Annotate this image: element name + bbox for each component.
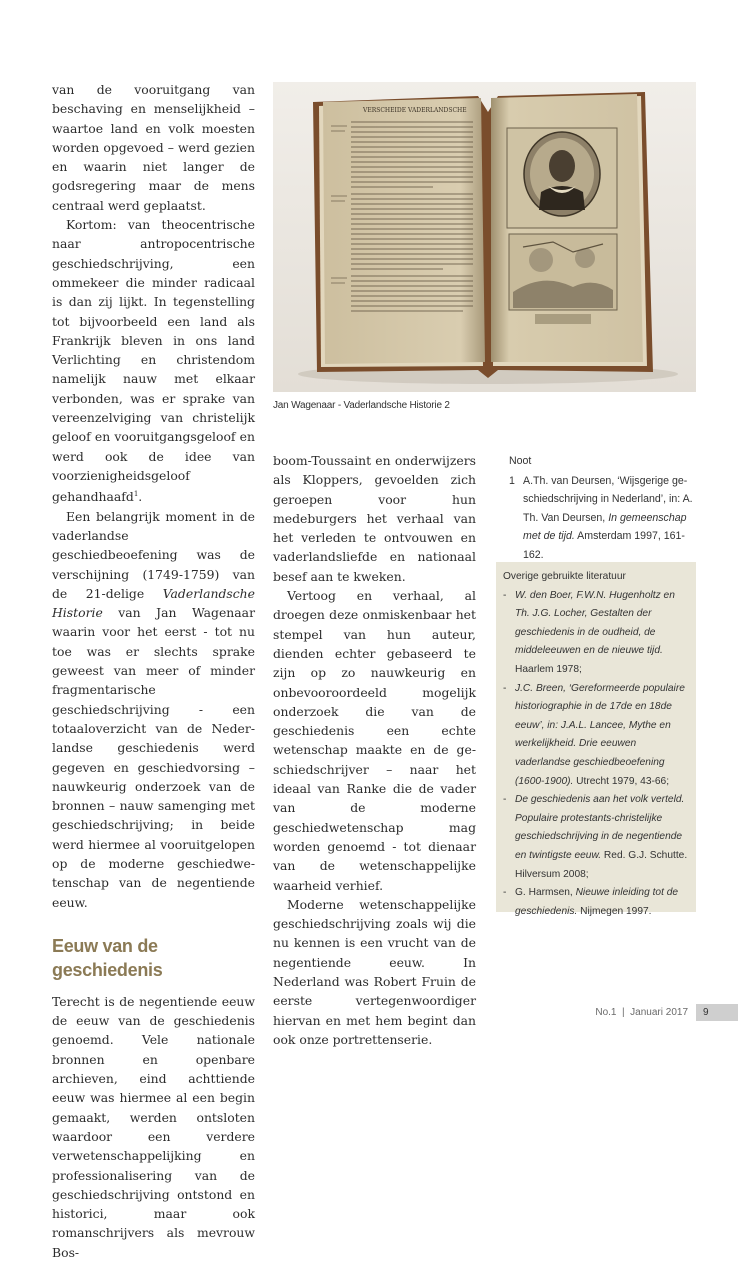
literature-box bbox=[496, 562, 696, 917]
book-title: Vaderlandsche Historie bbox=[52, 585, 255, 621]
literature-publication: Haarlem 1978; bbox=[515, 663, 582, 675]
paragraph-text: Kortom: van theocentrische naar antropocentrische geschiedschrijving, een ommekeer die minder radicaal is dan zij lijkt. In tegenstelling tot bijvoorbeeld een land als Frankrijk bleven in ons land Verlichting en christendom namelijk nauw met elkaar verbonden, was er sprake van vereenzelviging van christelijk geloof en vooruitgangsgeloof en werd ook de idee van voorzienigheidsgeloof gehandhaafd bbox=[52, 217, 255, 505]
book-photo bbox=[273, 82, 696, 392]
literature-text bbox=[515, 791, 688, 884]
paragraph: Moderne wetenschappelijke geschiedschrijving zoals wij die nu kennen is een vrucht van de negentiende eeuw. In Nederland was Robert Fruin de eerste vertegenwoordiger hiervan en met hem begint dan ook onze portrettenserie. bbox=[273, 896, 476, 1047]
paragraph: boom-Toussaint en onderwijzers als Kloppers, gevoelden zich geroepen voor hun medeburgers het verhaal van het verleden te ontvouwen en vaderlandsliefde en nationaal besef aan te kweken. bbox=[273, 453, 476, 584]
literature-author: G. Harmsen, bbox=[515, 887, 576, 899]
literature-title-text: J.C. Breen, ‘Gereformeerde populaire historiographie in de 17de en 18de eeuw’, in: J.A.L. Lancee, Mythe en werkelijkheid. Drie eeuwen vaderlandse geschiedbeoefening (1600-1900). bbox=[515, 682, 685, 787]
list-dash: - bbox=[503, 794, 507, 806]
issue-label: No.1 | Januari 2017 bbox=[595, 1007, 688, 1018]
literature-text bbox=[515, 884, 688, 921]
literature-publication: Nijmegen 1997. bbox=[577, 905, 652, 917]
paragraph: Terecht is de negentiende eeuw de eeuw van de geschiedenis genoemd. Vele nationale bronnen en openbare archieven, eind achttiende eeuw was hiermee al een begin gemaakt, werden ontsloten waardoor een verdere verwetenschappelijking en professionalisering van de geschiedschrijving ontstond en historici, maar ook romanschrijvers als mevrouw Bos- bbox=[52, 993, 255, 1260]
literature-publication: Red. G.J. Schutte. Hilversum 2008; bbox=[515, 849, 688, 880]
section-heading: Eeuw van de geschiedenis bbox=[52, 935, 163, 980]
middle-text-column bbox=[273, 451, 476, 1049]
list-dash: - bbox=[503, 682, 507, 694]
footnote-text bbox=[523, 472, 697, 565]
footnotes bbox=[509, 452, 697, 565]
paragraph: Kortom: van theocentrische naar antropocentrische geschiedschrijving, een ommekeer die minder radicaal is dan zij lijkt. In tegenstelling tot bijvoorbeeld een land als Frankrijk bleven in ons land Verlichting en christendom namelijk nauw met elkaar verbonden, was er sprake van vereenzelviging van christelijk geloof en vooruitgangsgeloof en werd ook de idee van voorzienigheidsgeloof gehandhaafd$^1$. bbox=[52, 217, 255, 505]
literature-title-text: De geschiedenis aan het volk verteld. Populaire protestants-christelijke geschiedschrijving in de negentiende en twintigste eeuw. bbox=[515, 794, 685, 861]
footnote-text-part: A.Th. van Deursen, ‘Wijsgerige geschiedschrijving in Nederland’, in: A. Th. Van Deursen, bbox=[523, 474, 693, 524]
notes-title: Noot bbox=[509, 455, 532, 467]
literature-item bbox=[503, 587, 688, 680]
photo-caption: Jan Wagenaar - Vaderlandsche Historie 2 bbox=[273, 400, 450, 411]
list-dash: - bbox=[503, 589, 507, 601]
literature-title: Overige gebruikte literatuur bbox=[503, 571, 626, 582]
literature-item bbox=[503, 791, 688, 884]
list-dash: - bbox=[503, 887, 507, 899]
literature-title-text: W. den Boer, F.W.N. Hugenholtz en Th. J.G. Locher, Gestalten der geschiedenis in de oudheid, de middeleeuwen en de nieuwe tijd. bbox=[515, 589, 675, 657]
paragraph: Vertoog en verhaal, al droegen deze onmiskenbaar het stempel van hun auteur, dienden echter gebaseerd te zijn op zo nauwkeurig en onbevooroordeeld mogelijk onderzoek die van de geschiedenis een echte wetenschap maakte en de geschiedschrijver – naar het ideaal van Ranke die de vader van de moderne geschiedwetenschap mag worden genoemd - tot dienaar van de wetenschappelijke waarheid verhief. bbox=[273, 588, 476, 893]
footnote-book-title: In gemeenschap met de tijd. bbox=[523, 511, 687, 543]
footnote-text-part: Amsterdam 1997, 161-162. bbox=[523, 530, 685, 561]
literature-text bbox=[515, 680, 688, 792]
paragraph-text: van Jan Wagenaar waarin voor het eerst - tot nu toe was er slechts sprake geweest van meer of minder fragmentarische geschiedschrijving - een totaaloverzicht van de Nederlandse geschiedenis werd gegeven en geschiedvorsing – nauwkeurig onderzoek van de bronnen – nauw samenging met geschiedschrijving; in beide werd hiermee al vooruitgelopen op de moderne geschiedwetenschap van de negentiende eeuw. bbox=[52, 605, 255, 910]
book-page-header: VERSCHEIDE VADERLANDSCHE bbox=[363, 107, 467, 114]
page-footer bbox=[595, 1004, 738, 1021]
literature-publication: Utrecht 1979, 43-66; bbox=[573, 775, 670, 787]
literature-item bbox=[503, 680, 688, 792]
literature-item bbox=[503, 884, 688, 921]
paragraph bbox=[52, 507, 255, 912]
footnote-number: 1 bbox=[509, 474, 515, 487]
paragraph: van de vooruitgang van beschaving en menselijkheid – waartoe land en volk moesten worden opgevoed – werd gezien en waarin niet langer de godsregering maar de mens centraal werd geplaatst. bbox=[52, 82, 255, 213]
page-number: 9 bbox=[696, 1004, 738, 1021]
literature-title-text: Nieuwe inleiding tot de geschiedenis. bbox=[515, 887, 679, 917]
left-text-column bbox=[52, 80, 255, 1262]
paragraph-text: Een belangrijk moment in de vaderlandse geschiedbeoefening was de verschijning (1749-1759) van de 21-delige bbox=[52, 508, 255, 601]
footnote-marker[interactable]: 1 bbox=[133, 490, 139, 499]
literature-text bbox=[515, 587, 688, 680]
footnote-item bbox=[509, 472, 697, 565]
